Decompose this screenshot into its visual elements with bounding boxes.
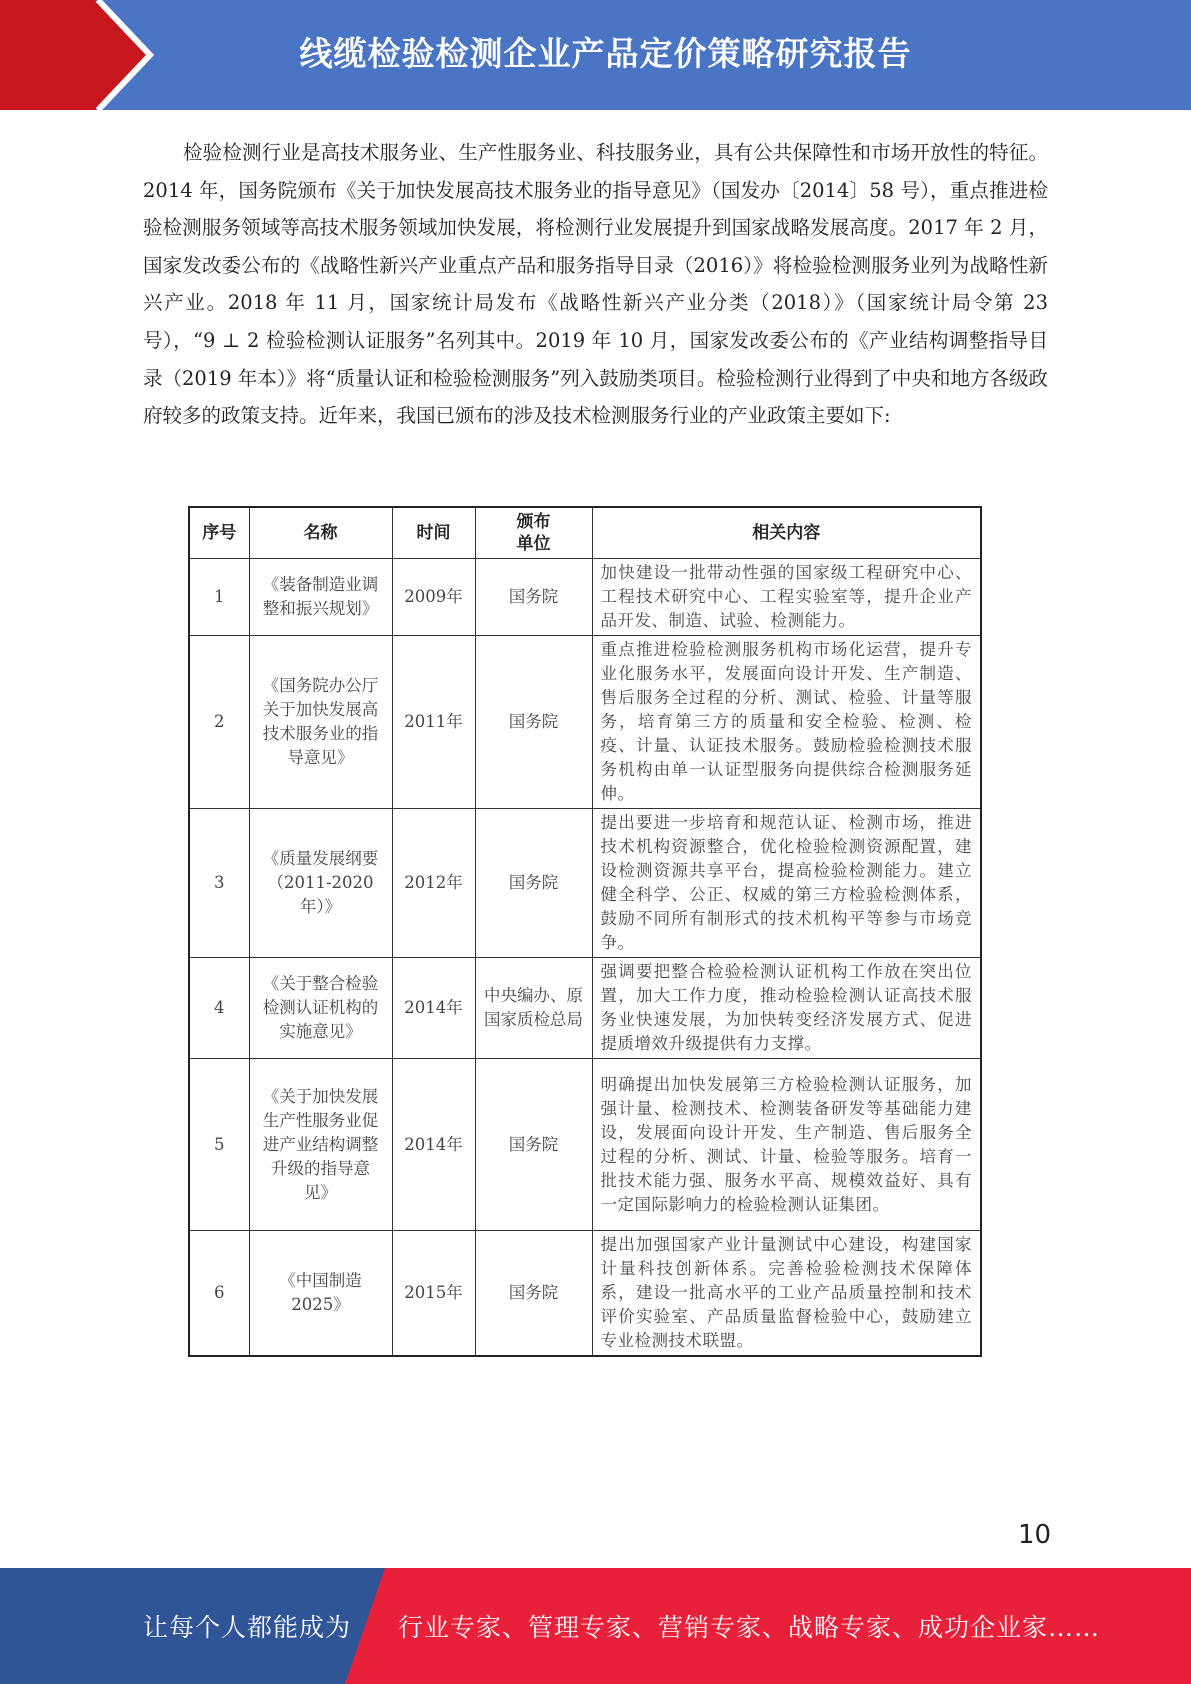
table-row (189, 958, 981, 1059)
cell-name: 《装备制造业调整和振兴规划》 (249, 559, 392, 636)
cell-time: 2009年 (392, 559, 475, 636)
page-header (0, 0, 1191, 110)
table-row (189, 636, 981, 809)
cell-time: 2012年 (392, 809, 475, 958)
table-row (189, 1231, 981, 1357)
report-title: 线缆检验检测企业产品定价策略研究报告 (299, 34, 912, 73)
cell-name: 《质量发展纲要（2011-2020年）》 (249, 809, 392, 958)
cell-seq: 5 (189, 1059, 249, 1231)
cell-content: 强调要把整合检验检测认证机构工作放在突出位置，加大工作力度，推动检验检测认证高技术服务业快速发展，为加快转变经济发展方式、促进提质增效升级提供有力支撑。 (592, 958, 981, 1059)
header-name: 名称 (249, 507, 392, 559)
table-row (189, 559, 981, 636)
cell-issuer: 国务院 (475, 809, 592, 958)
cell-name: 《国务院办公厅关于加快发展高技术服务业的指导意见》 (249, 636, 392, 809)
cell-name: 《中国制造2025》 (249, 1231, 392, 1357)
cell-time: 2011年 (392, 636, 475, 809)
table-row (189, 809, 981, 958)
cell-time: 2014年 (392, 958, 475, 1059)
cell-seq: 6 (189, 1231, 249, 1357)
cell-issuer: 国务院 (475, 636, 592, 809)
footer-slogan-left: 让每个人都能成为 (143, 1613, 352, 1642)
header-seq: 序号 (189, 507, 249, 559)
cell-issuer: 国务院 (475, 1059, 592, 1231)
page-footer (0, 1568, 1191, 1684)
cell-seq: 4 (189, 958, 249, 1059)
policy-table-container (188, 506, 980, 1357)
cell-seq: 3 (189, 809, 249, 958)
page-number: 10 (1018, 1520, 1052, 1550)
footer-slogan-right: 行业专家、管理专家、营销专家、战略专家、成功企业家…… (398, 1613, 1101, 1642)
policy-table (188, 506, 982, 1357)
header-time: 时间 (392, 507, 475, 559)
cell-content: 提出要进一步培育和规范认证、检测市场，推进技术机构资源整合，优化检验检测资源配置，建设检测资源共享平台，提高检验检测能力。建立健全科学、公正、权威的第三方检验检测体系，鼓励不同所有制形式的技术机构平等参与市场竞争。 (592, 809, 981, 958)
cell-time: 2014年 (392, 1059, 475, 1231)
table-header-row (189, 507, 981, 559)
cell-name: 《关于加快发展生产性服务业促进产业结构调整升级的指导意见》 (249, 1059, 392, 1231)
cell-content: 提出加强国家产业计量测试中心建设，构建国家计量科技创新体系。完善检验检测技术保障体系，建设一批高水平的工业产品质量控制和技术评价实验室、产品质量监督检验中心，鼓励建立专业检测技术联盟。 (592, 1231, 981, 1357)
cell-name: 《关于整合检验检测认证机构的实施意见》 (249, 958, 392, 1059)
header-content: 相关内容 (592, 507, 981, 559)
intro-paragraph: 检验检测行业是高技术服务业、生产性服务业、科技服务业，具有公共保障性和市场开放性的特征。2014 年，国务院颁布《关于加快发展高技术服务业的指导意见》（国发办〔2014〕58 号），重点推进检验检测服务领域等高技术服务领域加快发展，将检测行业发展提升到国家战略发展高度。2017 年 2 月，国家发改委公布的《战略性新兴产业重点产品和服务指导目录（2016）》将检验检测服务业列为战略性新兴产业。2018 年 11 月，国家统计局发布《战略性新兴产业分类（2018）》（国家统计局令第 23 号），“9 ⊥ 2 检验检测认证服务”名列其中。2019 年 10 月，国家发改委公布的《产业结构调整指导目录（2019 年本）》将“质量认证和检验检测服务”列入鼓励类项目。检验检测行业得到了中央和地方各级政府较多的政策支持。近年来，我国已颁布的涉及技术检测服务行业的产业政策主要如下: (143, 141, 1048, 428)
cell-issuer: 中央编办、原国家质检总局 (475, 958, 592, 1059)
cell-seq: 1 (189, 559, 249, 636)
cell-seq: 2 (189, 636, 249, 809)
cell-issuer: 国务院 (475, 1231, 592, 1357)
table-row (189, 1059, 981, 1231)
cell-time: 2015年 (392, 1231, 475, 1357)
cell-content: 明确提出加快发展第三方检验检测认证服务，加强计量、检测技术、检测装备研发等基础能力建设，发展面向设计开发、生产制造、售后服务全过程的分析、测试、计量、检验等服务。培育一批技术能力强、服务水平高、规模效益好、具有一定国际影响力的检验检测认证集团。 (592, 1059, 981, 1231)
cell-content: 重点推进检验检测服务机构市场化运营，提升专业化服务水平，发展面向设计开发、生产制造、售后服务全过程的分析、测试、检验、计量等服务，培育第三方的质量和安全检验、检测、检疫、计量、认证技术服务。鼓励检验检测技术服务机构由单一认证型服务向提供综合检测服务延伸。 (592, 636, 981, 809)
cell-content: 加快建设一批带动性强的国家级工程研究中心、工程技术研究中心、工程实验室等，提升企业产品开发、制造、试验、检测能力。 (592, 559, 981, 636)
header-issuer: 颁布 单位 (475, 507, 592, 559)
cell-issuer: 国务院 (475, 559, 592, 636)
